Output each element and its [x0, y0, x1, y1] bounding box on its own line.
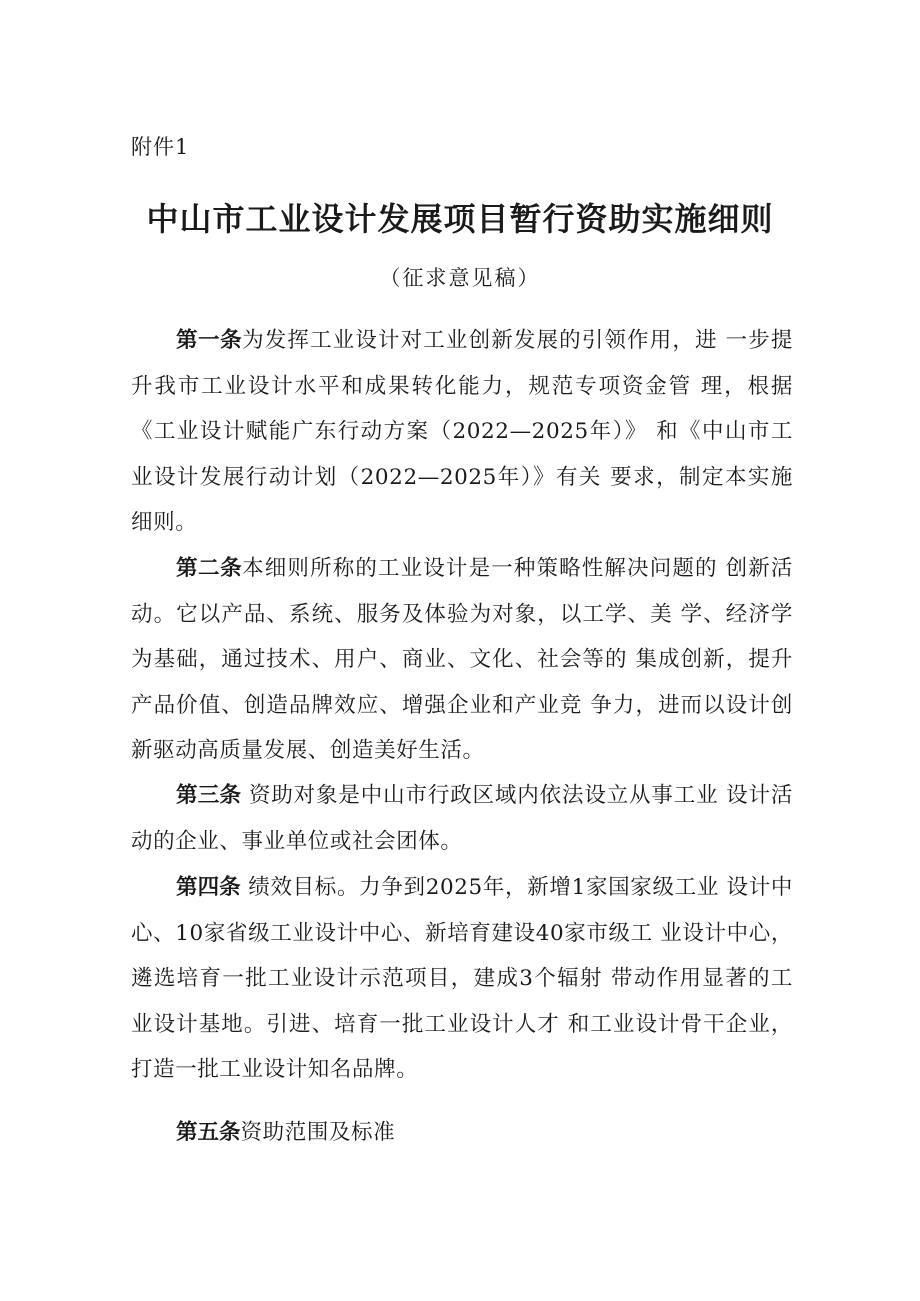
- article-2-body: 本细则所称的工业设计是一种策略性解决问题的 创新活动。它以产品、系统、服务及体验为对象，以工学、美 学、经济学为基础，通过技术、用户、商业、文化、社会等的 集成创新，提升产品价值、创造品牌效应、增强企业和产业竞 争力，进而以设计创新驱动高质量发展、创造美好生活。: [131, 556, 793, 763]
- article-5: [131, 1110, 793, 1156]
- article-4: [131, 865, 793, 1093]
- article-2-heading: 第二条: [176, 556, 243, 581]
- article-4-body: 绩效目标。力争到2025年，新增1家国家级工业 设计中心、10家省级工业设计中心、新培育建设40家市级工 业设计中心，遴选培育一批工业设计示范项目，建成3个辐射 带动作用显著的工业设计基地。引进、培育一批工业设计人才 和工业设计骨干企业，打造一批工业设计知名品牌。: [131, 875, 793, 1082]
- document-subtitle: （征求意见稿）: [379, 266, 541, 290]
- article-2: [131, 546, 793, 774]
- article-1: [131, 318, 793, 546]
- article-1-body: 为发挥工业设计对工业创新发展的引领作用，进 一步提升我市工业设计水平和成果转化能力，规范专项资金管 理，根据《工业设计赋能广东行动方案（2022—2025年）》 和《中山市工业设计发展行动计划（2022—2025年）》有关 要求，制定本实施细则。: [131, 328, 793, 535]
- article-5-heading: 第五条: [176, 1120, 241, 1145]
- article-3-heading: 第三条: [176, 783, 242, 808]
- article-3: [131, 773, 793, 864]
- article-1-heading: 第一条: [176, 328, 243, 353]
- article-4-heading: 第四条: [176, 875, 241, 900]
- article-3-body: 资助对象是中山市行政区域内依法设立从事工业 设计活动的企业、事业单位或社会团体。: [131, 783, 793, 854]
- document-title: 中山市工业设计发展项目暂行资助实施细则: [146, 200, 774, 238]
- attachment-label: 附件1: [131, 135, 190, 159]
- article-5-body: 资助范围及标准: [240, 1120, 396, 1145]
